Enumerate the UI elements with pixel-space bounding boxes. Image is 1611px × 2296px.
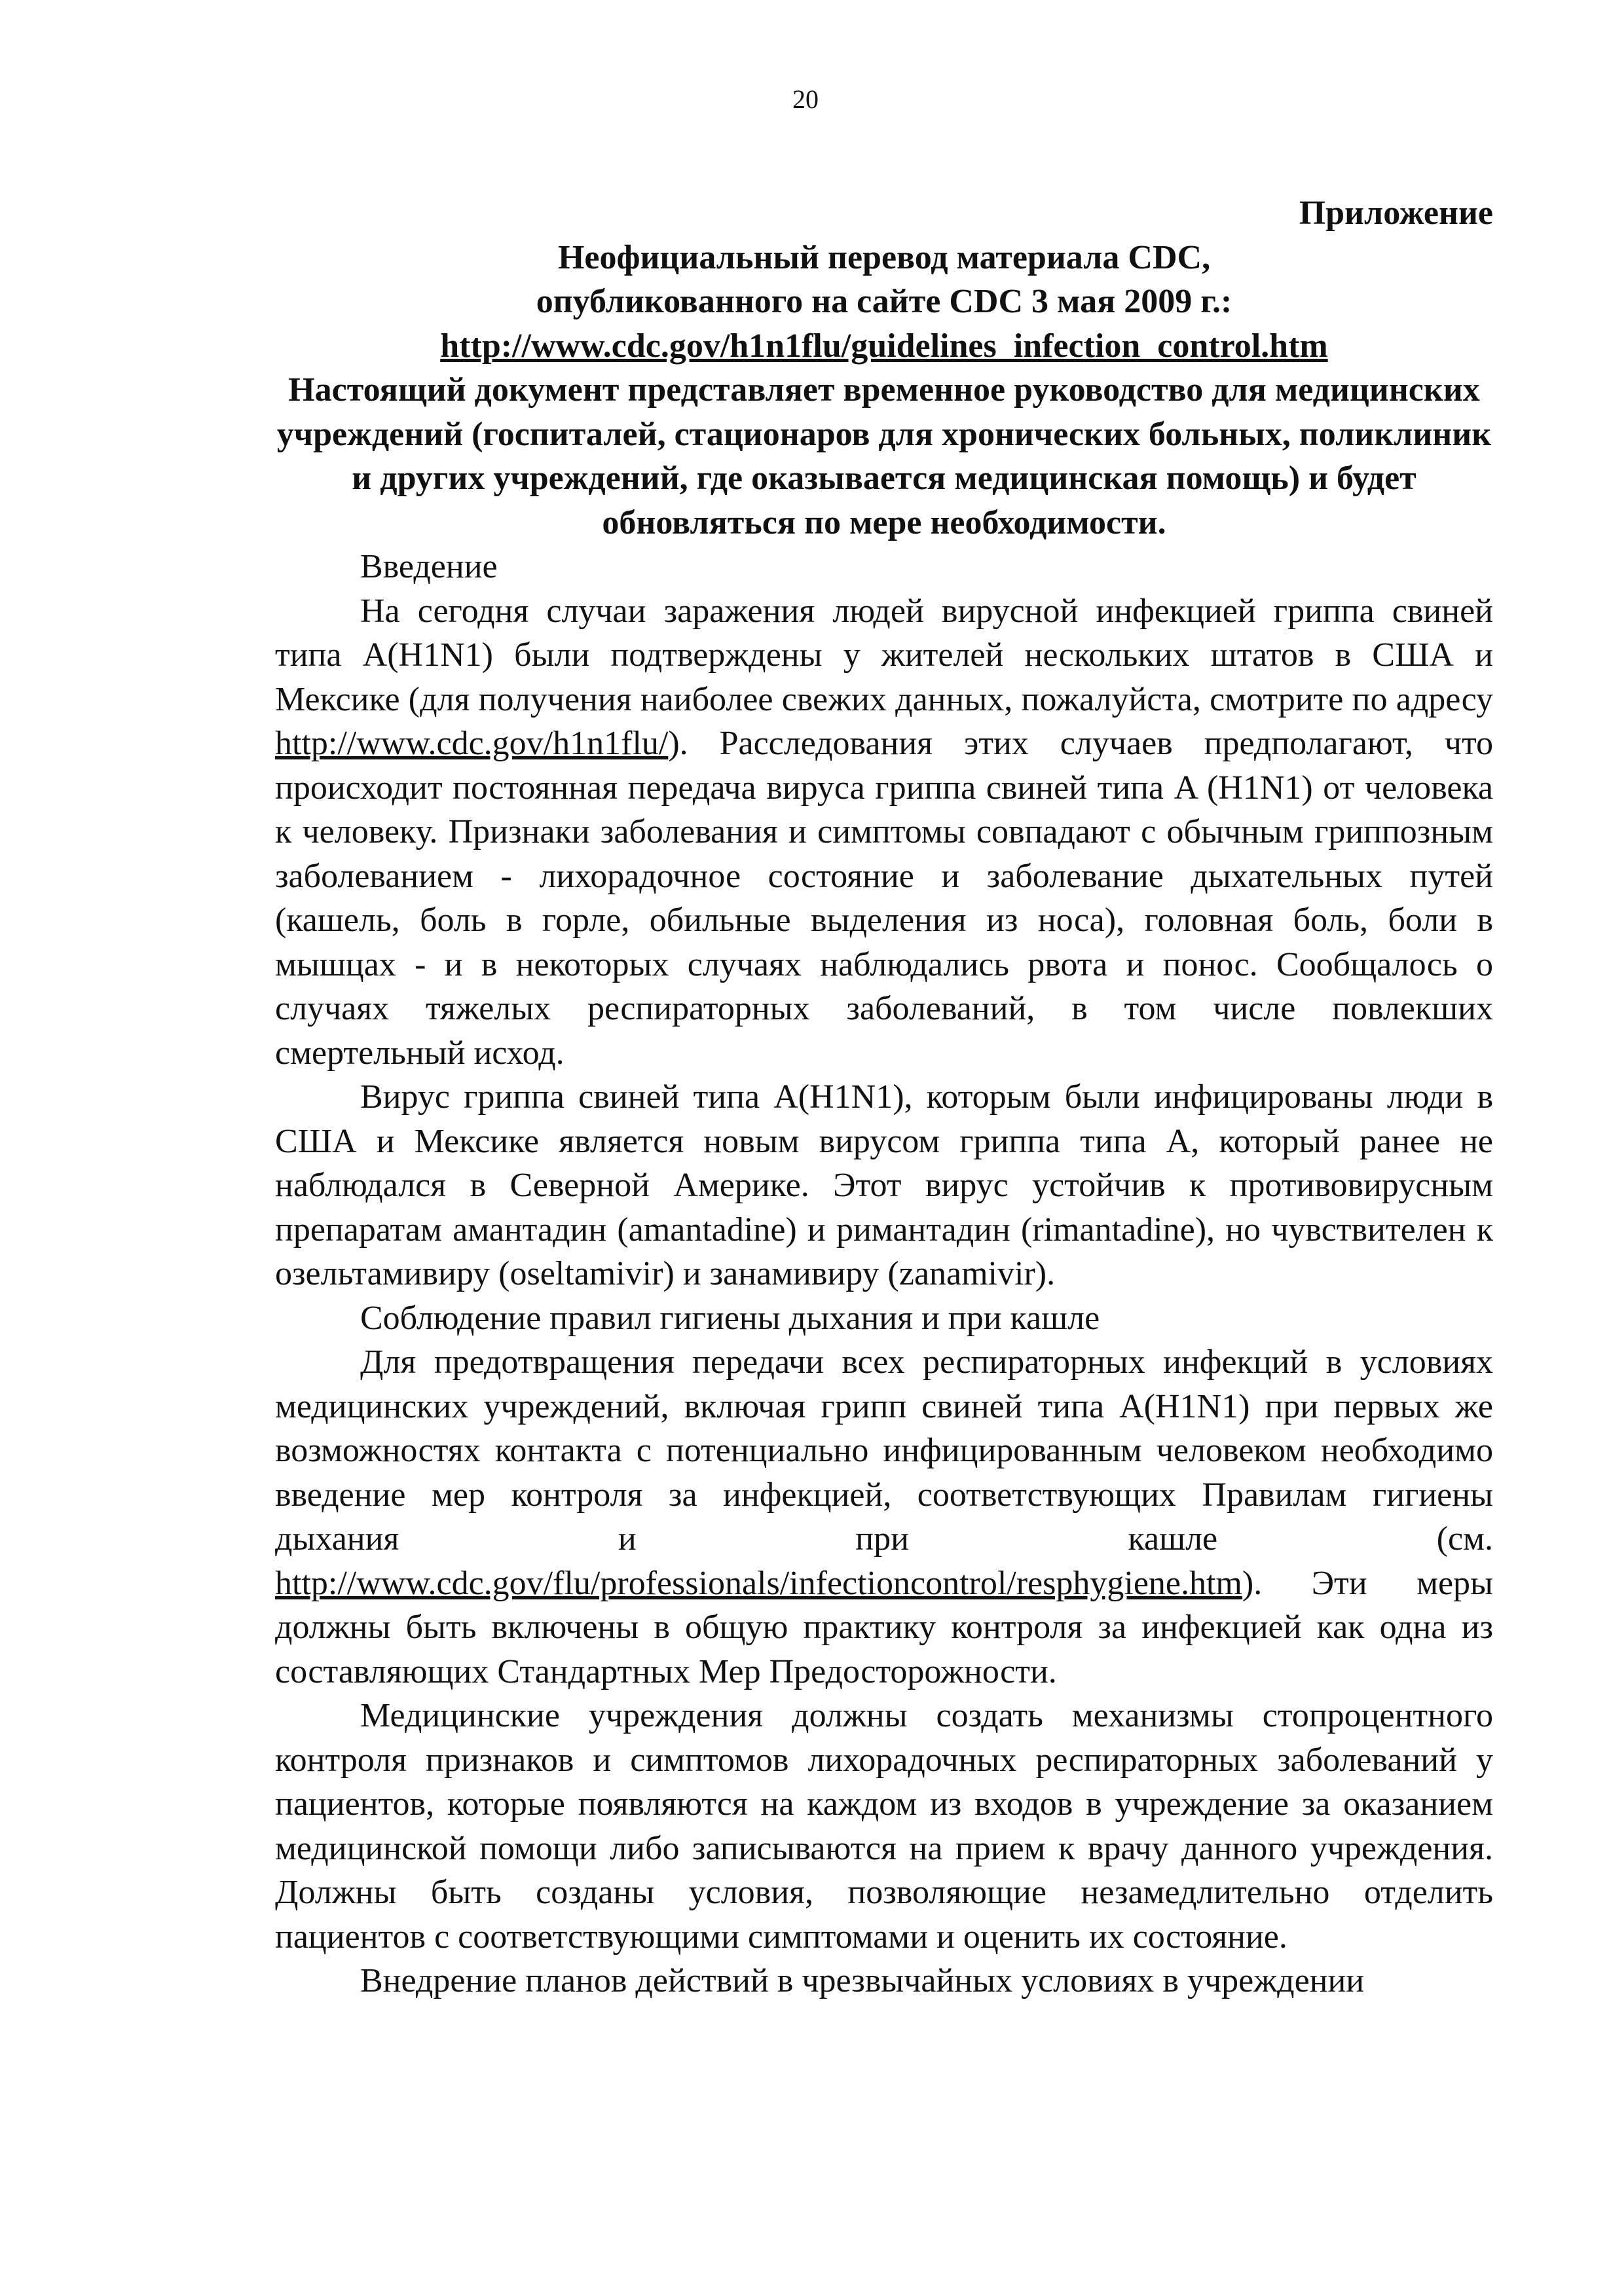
- appendix-label: Приложение: [1299, 194, 1493, 232]
- title-line-1: Неофициальный перевод материала CDC,: [557, 238, 1211, 276]
- page-number: 20: [792, 84, 819, 114]
- h1n1-info-link[interactable]: http://www.cdc.gov/h1n1flu/: [275, 725, 669, 762]
- resphygiene-link[interactable]: http://www.cdc.gov/flu/professionals/infectioncontrol/resphygiene.htm: [275, 1564, 1242, 1602]
- hygiene-paragraph-1-text-a: Для предотвращения передачи всех респираторных инфекций в условиях медицинских учреждений, включая грипп свиней типа A(H1N1) при первых же возможностях контакта с потенциально инфицированным человеком необходимо введение мер контроля за инфекцией, соответствующих Правилам гигиены дыхания и при кашле (см.: [275, 1343, 1493, 1558]
- hygiene-paragraph-1: [275, 1340, 1493, 1694]
- intro-paragraph-1-text-a: На сегодня случаи заражения людей вирусной инфекцией гриппа свиней типа A(H1N1) были подтверждены у жителей нескольких штатов в США и Мексике (для получения наиболее свежих данных, пожалуйста, смотрите по адресу: [275, 592, 1493, 718]
- hygiene-heading: Соблюдение правил гигиены дыхания и при кашле: [360, 1299, 1100, 1337]
- source-url-link[interactable]: http://www.cdc.gov/h1n1flu/guidelines_infection_control.htm: [440, 327, 1328, 365]
- intro-paragraph-1: [275, 589, 1493, 1076]
- notice-paragraph: Настоящий документ представляет временное руководство для медицинских учреждений (госпиталей, стационаров для хронических больных, поликлиник и других учреждений, где оказывается медицинская помощь) и будет обновляться по мере необходимости.: [276, 371, 1492, 541]
- hygiene-paragraph-1-text-b: ). Эти меры должны быть включены в общую практику контроля за инфекцией как одна из составляющих Стандартных Мер Предосторожности.: [275, 1564, 1493, 1690]
- intro-paragraph-1-text-b: ). Расследования этих случаев предполагают, что происходит постоянная передача вируса гриппа свиней типа A (H1N1) от человека к человеку. Признаки заболевания и симптомы совпадают с обычным гриппозным заболеванием - лихорадочное состояние и заболевание дыхательных путей (кашель, боль в горле, обильные выделения из носа), головная боль, боли в мышцах - и в некоторых случаях наблюдались рвота и понос. Сообщалось о случаях тяжелых респираторных заболеваний, в том числе повлекших смертельный исход.: [275, 725, 1493, 1072]
- document-body: [275, 191, 1493, 2003]
- hygiene-paragraph-2: Медицинские учреждения должны создать механизмы стопроцентного контроля признаков и симптомов лихорадочных респираторных заболеваний у пациентов, которые появляются на каждом из входов в учреждение за оказанием медицинской помощи либо записываются на прием к врачу данного учреждения. Должны быть созданы условия, позволяющие незамедлительно отделить пациентов с соответствующими симптомами и оценить их состояние.: [275, 1697, 1493, 1956]
- intro-paragraph-2: Вирус гриппа свиней типа A(H1N1), которым были инфицированы люди в США и Мексике является новым вирусом гриппа типа A, который ранее не наблюдался в Северной Америке. Этот вирус устойчив к противовирусным препаратам амантадин (amantadine) и римантадин (rimantadine), но чувствителен к озельтамивиру (oseltamivir) и занамивиру (zanamivir).: [275, 1078, 1493, 1292]
- title-url-line: [275, 324, 1493, 369]
- intro-heading: Введение: [360, 548, 498, 585]
- emergency-heading: Внедрение планов действий в чрезвычайных условиях в учреждении: [360, 1962, 1365, 1999]
- title-line-2: опубликованного на сайте CDC 3 мая 2009 г.:: [536, 283, 1232, 320]
